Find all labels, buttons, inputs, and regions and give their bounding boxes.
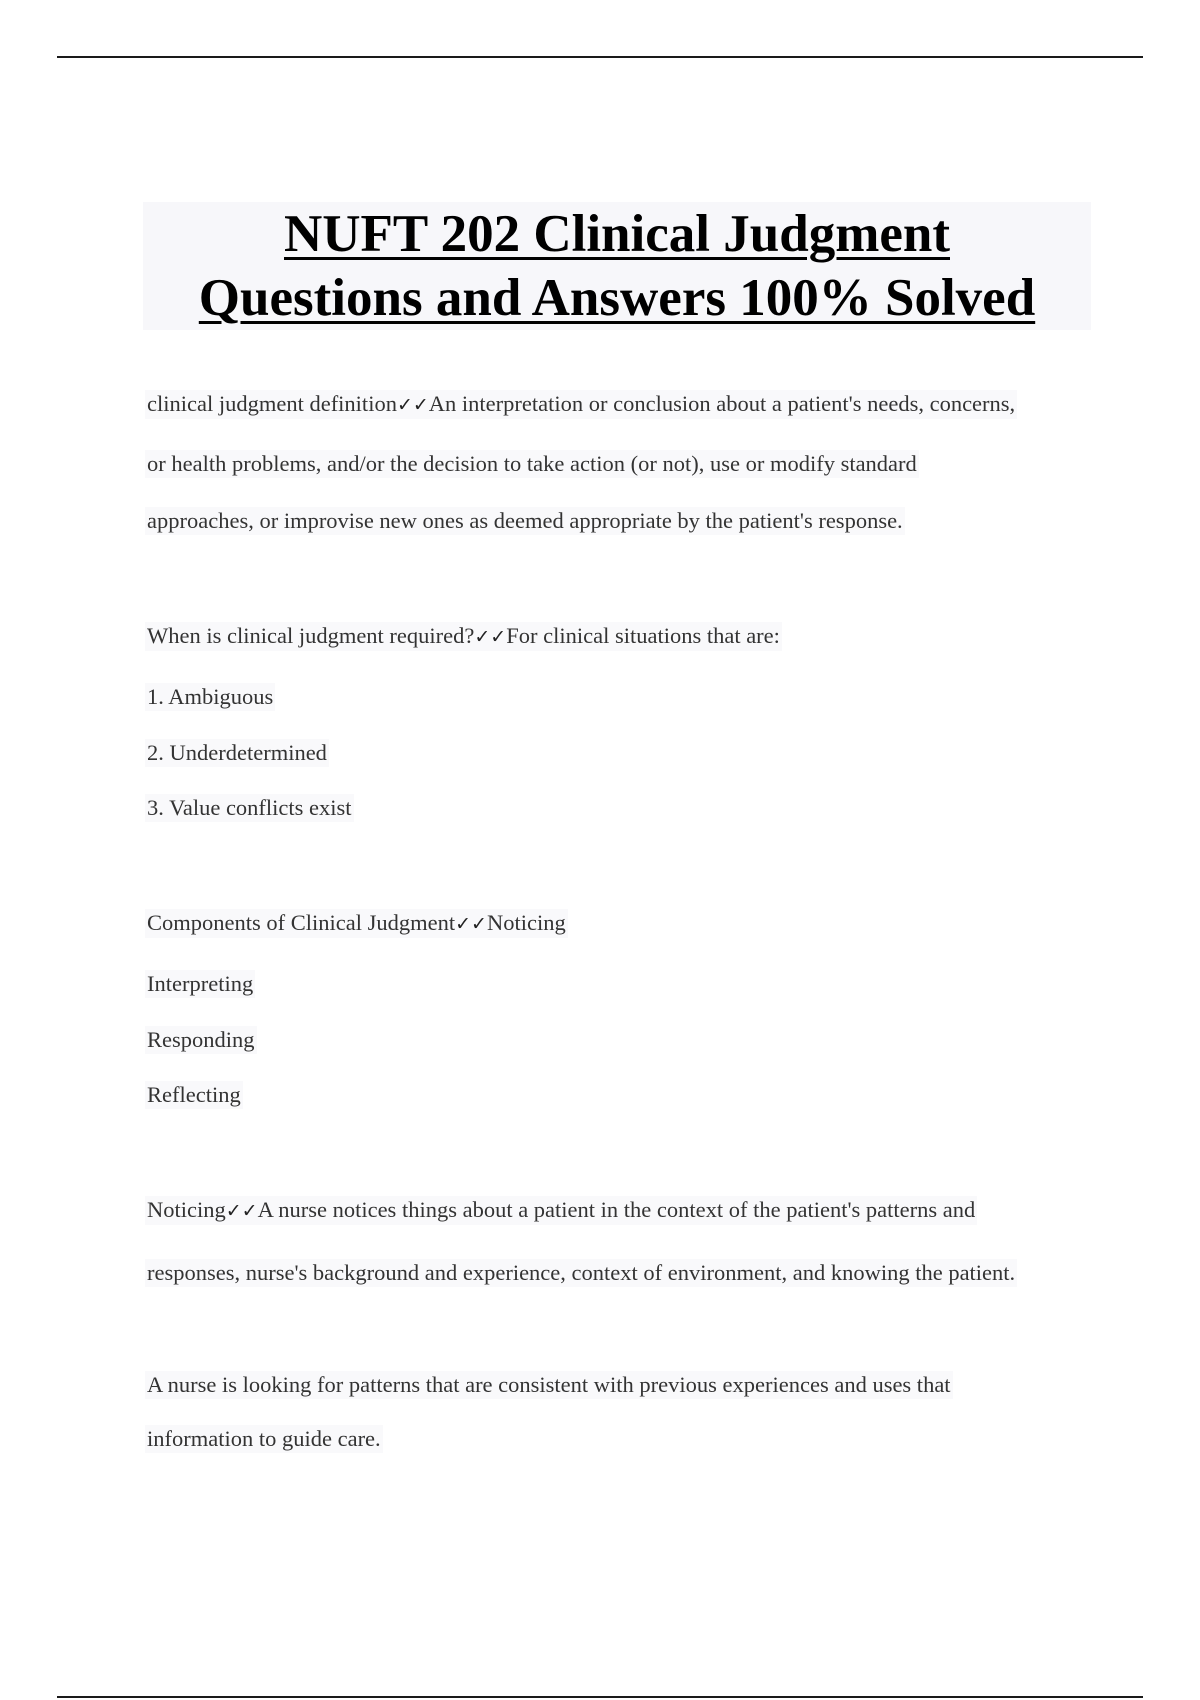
question-text: When is clinical judgment required? <box>147 623 475 648</box>
answer-line: A nurse is looking for patterns that are consistent with previous experiences and uses that <box>147 1372 951 1397</box>
answer-line: information to guide care. <box>147 1426 381 1451</box>
answer-text: An interpretation or conclusion about a patient's needs, concerns, <box>428 391 1016 416</box>
title-line-1: NUFT 202 Clinical Judgment <box>284 205 950 263</box>
list-item: 1. Ambiguous <box>147 684 274 709</box>
question-text: Components of Clinical Judgment <box>147 910 456 935</box>
qa-item-1-line-1 <box>145 390 1017 419</box>
list-item: Reflecting <box>147 1082 241 1107</box>
answer-text: Noticing <box>486 910 566 935</box>
list-item: Interpreting <box>147 971 254 996</box>
title-line-2: Questions and Answers 100% Solved <box>198 269 1036 327</box>
answer-text: A nurse notices things about a patient in the context of the patient's patterns and <box>257 1197 976 1222</box>
checkmark-icon: ✓✓ <box>225 1200 258 1222</box>
top-rule <box>57 56 1143 58</box>
question-text: Noticing <box>147 1197 226 1222</box>
list-item: Responding <box>147 1027 255 1052</box>
answer-line: responses, nurse's background and experience, context of environment, and knowing the patient. <box>147 1260 1016 1285</box>
list-item: 3. Value conflicts exist <box>147 795 352 820</box>
answer-text: For clinical situations that are: <box>506 623 780 648</box>
qa-item-3-line-1 <box>145 909 568 938</box>
qa-item-2-line-1 <box>145 622 782 651</box>
qa-item-4-line-1 <box>145 1196 977 1225</box>
answer-line: or health problems, and/or the decision to take action (or not), use or modify standard <box>147 451 917 476</box>
bottom-rule <box>57 1696 1143 1698</box>
list-item: 2. Underdetermined <box>147 740 327 765</box>
checkmark-icon: ✓✓ <box>455 913 487 935</box>
question-text: clinical judgment definition <box>147 391 397 416</box>
document-title <box>143 202 1091 330</box>
checkmark-icon: ✓✓ <box>396 394 429 416</box>
checkmark-icon: ✓✓ <box>474 626 507 648</box>
answer-line: approaches, or improvise new ones as deemed appropriate by the patient's response. <box>147 508 903 533</box>
